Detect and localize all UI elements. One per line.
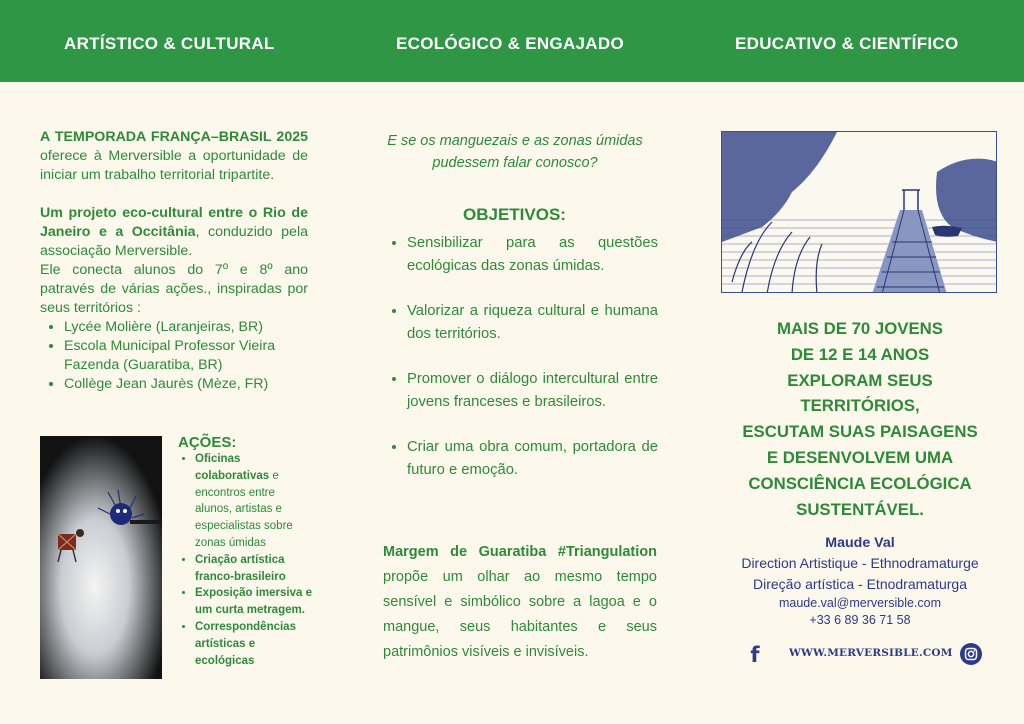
- acoes-section: [178, 434, 312, 669]
- intro-bold: A TEMPORADA FRANÇA–BRASIL 2025: [40, 129, 308, 145]
- headline-line: TERRITÓRIOS,: [800, 396, 920, 416]
- mangrove-illustration: [721, 131, 997, 293]
- intro-paragraph: [40, 128, 308, 185]
- project-rest: , conduzido pela associação Merversible.: [40, 224, 308, 259]
- contact-role-pt: Direção artística - Etnodramaturga: [753, 576, 967, 592]
- schools-list: [64, 318, 308, 394]
- facebook-icon[interactable]: f: [750, 643, 760, 667]
- header-artistico: ARTÍSTICO & CULTURAL: [64, 34, 275, 53]
- headline-line: CONSCIÊNCIA ECOLÓGICA: [748, 473, 972, 493]
- contact-phone[interactable]: +33 6 89 36 71 58: [809, 613, 911, 627]
- headline-line: MAIS DE 70 JOVENS: [776, 319, 943, 338]
- contact-email[interactable]: maude.val@merversible.com: [778, 596, 942, 610]
- acoes-item-rest: e encontros entre alunos, artistas e especialistas sobre zonas úmidas: [195, 469, 293, 549]
- acoes-item-bold: Criação artística franco-brasileiro: [195, 553, 286, 583]
- connect-paragraph: Ele conecta alunos do 7º e 8º ano patravés de várias ações., inspiradas por seus territórios :: [40, 262, 308, 316]
- contact-block: [722, 533, 998, 629]
- shadow-puppet-photo: [40, 436, 162, 679]
- project-paragraph: [40, 204, 308, 261]
- intro-rest: oferece à Merversible a oportunidade de iniciar um trabalho territorial tripartite.: [40, 148, 308, 183]
- headline-line: EXPLORAM SEUS: [787, 370, 933, 390]
- acoes-item: [195, 451, 312, 552]
- objective-item: • Valorizar a riqueza cultural e humana dos territórios.: [407, 300, 658, 345]
- margem-rest: propõe um olhar ao mesmo tempo sensível e simbólico sobre a lagoa e o mangue, seus habitantes e seus patrimônios visíveis e invisíveis.: [383, 569, 657, 660]
- instagram-icon[interactable]: [960, 643, 982, 665]
- acoes-item-bold: Correspondências artísticas e ecológicas: [195, 620, 296, 667]
- acoes-item-bold: Oficinas colaborativas: [195, 453, 270, 482]
- header-ecologico: ECOLÓGICO & ENGAJADO: [396, 34, 624, 53]
- margem-bold: Margem de Guaratiba #Triangulation: [383, 544, 657, 560]
- question-text: E se os manguezais e as zonas úmidas pudessem falar conosco?: [387, 133, 643, 171]
- project-bold: Um projeto eco-cultural entre o Rio de Janeiro e a Occitânia: [40, 205, 308, 240]
- school-item: • Collège Jean Jaurès (Mèze, FR): [64, 375, 308, 394]
- headline-line: SUSTENTÁVEL.: [796, 499, 924, 519]
- header-educativo: EDUCATIVO & CIENTÍFICO: [735, 34, 959, 53]
- acoes-item-bold: Exposição imersiva e um curta metragem.: [195, 587, 312, 617]
- column-artistico: [40, 128, 308, 394]
- website-link[interactable]: WWW.MERVERSIBLE.COM: [789, 647, 953, 659]
- contact-name: Maude Val: [825, 535, 895, 551]
- school-item: • Lycée Molière (Laranjeiras, BR): [64, 318, 308, 337]
- acoes-title: AÇÕES:: [178, 434, 237, 451]
- objective-item: • Promover o diálogo intercultural entre jovens franceses e brasileiros.: [407, 368, 658, 413]
- acoes-list: [195, 451, 312, 669]
- school-item: • Escola Municipal Professor Vieira Fazenda (Guaratiba, BR): [64, 337, 308, 375]
- objective-item: • Criar uma obra comum, portadora de futuro e emoção.: [407, 436, 658, 481]
- objectives-title: OBJETIVOS:: [463, 205, 566, 224]
- acoes-item: [195, 585, 312, 619]
- acoes-item: [195, 552, 312, 586]
- header-bar: [0, 0, 1024, 82]
- acoes-item: [195, 619, 312, 669]
- headline-line: DE 12 E 14 ANOS: [790, 344, 930, 364]
- margem-paragraph: [383, 540, 657, 665]
- headline-block: [722, 316, 998, 522]
- headline-line: ESCUTAM SUAS PAISAGENS: [742, 422, 978, 442]
- objectives-list: [386, 232, 658, 481]
- headline-line: E DESENVOLVEM UMA: [766, 447, 954, 467]
- objective-item: • Sensibilizar para as questões ecológicas das zonas úmidas.: [407, 232, 658, 277]
- contact-role-fr: Direction Artistique - Ethnodramaturge: [741, 555, 979, 571]
